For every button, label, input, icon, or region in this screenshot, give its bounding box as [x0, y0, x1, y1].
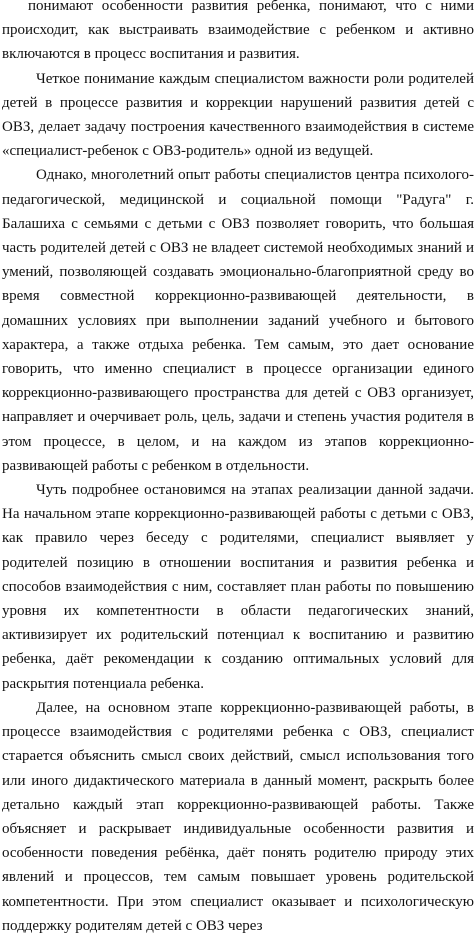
paragraph-4: Чуть подробнее остановимся на этапах реализации данной задачи. На начальном этапе коррекционно-развивающей работы с детьми с ОВЗ, как правило через беседу с родителями, специалист выявляет у родителей позицию в отношении воспитания и развития ребенка и способов взаимодействия с ним, составляет план работы по повышению уровня их компетентности в области педагогических знаний, активизирует их родительский потенциал к воспитанию и развитию ребенка, даёт рекомендации к созданию оптимальных условий для раскрытия потенциала ребенка. [2, 482, 474, 692]
paragraph-1: понимают особенности развития ребенка, понимают, что с ними происходит, как выстраивать взаимодействие с ребенком и активно включаются в процесс воспитания и развития. [2, 0, 474, 63]
paragraph-5: Далее, на основном этапе коррекционно-развивающей работы, в процессе взаимодействия с родителями ребенка с ОВЗ, специалист старается объяснить смысл своих действий, смысл использования того или иного дидактического материала в данный момент, раскрыть более детально каждый этап коррекционно-развивающей работы. Также объясняет и раскрывает индивидуальные особенности развития и особенности поведения ребёнка, даёт понять родителю природу этих явлений и процессов, тем самым повышает уровень родительской компетентности. При этом специалист оказывает и психологическую поддержку родителям детей с ОВЗ через [2, 699, 474, 934]
paragraph-3: Однако, многолетний опыт работы специалистов центра психолого-педагогической, медицинской и социальной помощи "Радуга" г. Балашиха с семьями с детьми с ОВЗ позволяет говорить, что большая часть родителей детей с ОВЗ не владеет системой необходимых знаний и умений, позволяющей создавать эмоционально-благоприятной среду во время совместной коррекционно-развивающей деятельности, в домашних условиях при выполнении заданий учебного и бытового характера, а также отдыха ребенка. Тем самым, это дает основание говорить, что именно специалист в процессе организации единого коррекционно-развивающего пространства для детей с ОВЗ организует, направляет и очерчивает роль, цель, задачи и степень участия родителя в этом процессе, в целом, и на каждом из этапов коррекционно-развивающей работы с ребенком в отдельности. [2, 167, 474, 474]
paragraph-2: Четкое понимание каждым специалистом важности роли родителей детей в процессе развития и коррекции нарушений развития детей с ОВЗ, делает задачу построения качественного взаимодействия в системе «специалист-ребенок с ОВЗ-родитель» одной из ведущей. [2, 70, 474, 160]
